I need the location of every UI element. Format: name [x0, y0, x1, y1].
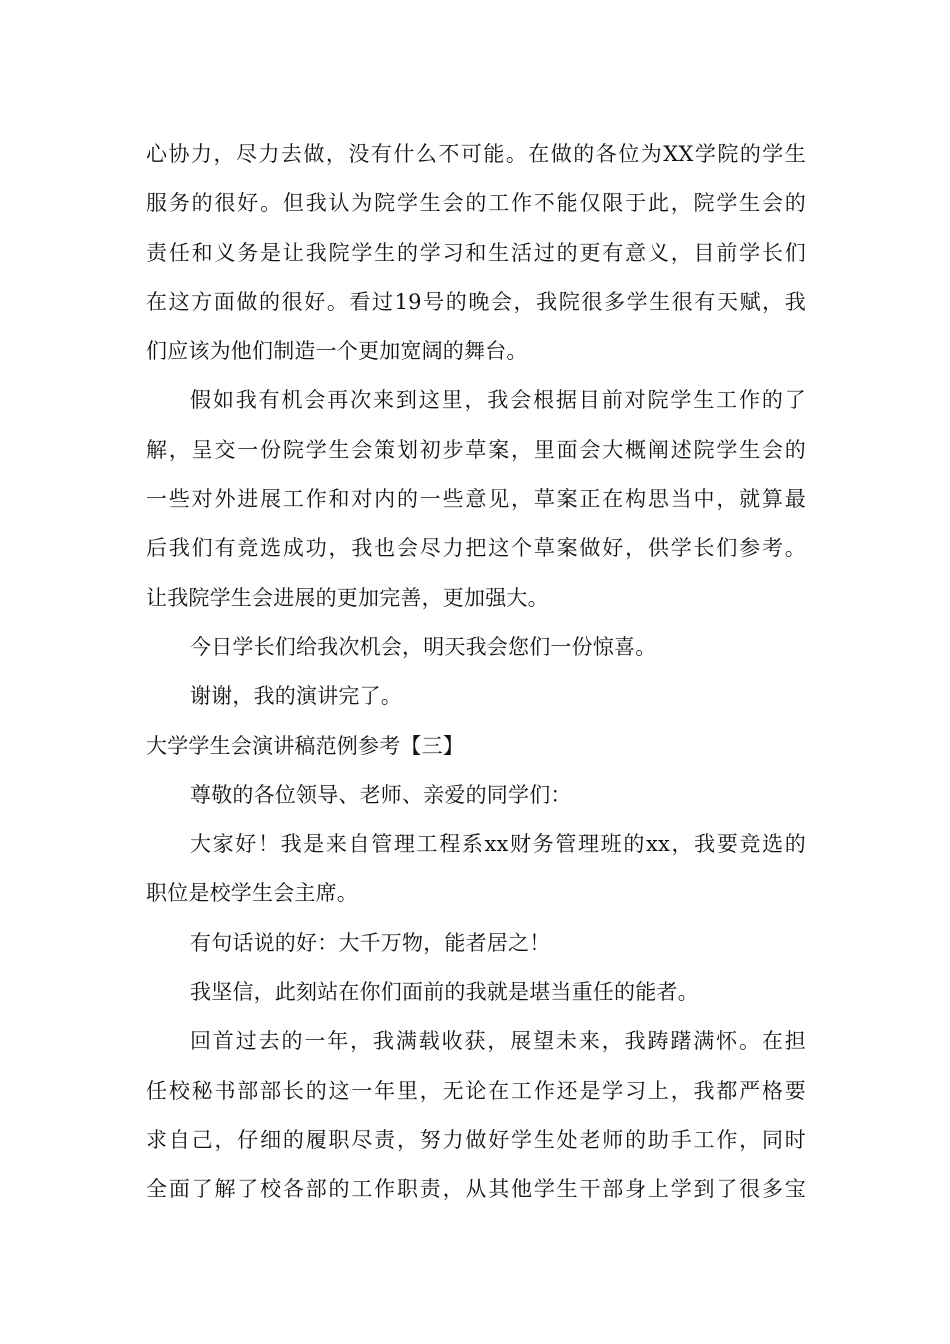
paragraph-first-line: 有句话说的好：大千万物，能者居之！: [190, 930, 551, 955]
text-line: 求自己，仔细的履职尽责，努力做好学生处老师的助手工作，同时: [146, 1127, 806, 1152]
text-line: 全面了解了校各部的工作职责，从其他学生干部身上学到了很多宝: [146, 1177, 806, 1202]
text-line: 职位是校学生会主席。: [146, 881, 358, 906]
text-line: 让我院学生会进展的更加完善，更加强大。: [146, 585, 549, 610]
text-line: 心协力，尽力去做，没有什么不可能。在做的各位为XX学院的学生: [146, 142, 806, 166]
text-line: 解，呈交一份院学生会策划初步草案，里面会大概阐述院学生会的: [146, 437, 806, 462]
text-line: 后我们有竞选成功，我也会尽力把这个草案做好，供学长们参考。: [146, 536, 806, 561]
text-line: 在这方面做的很好。看过19号的晚会，我院很多学生很有天赋，我: [146, 289, 806, 314]
text-line: 们应该为他们制造一个更加宽阔的舞台。: [146, 339, 528, 364]
text-line: 一些对外进展工作和对内的一些意见，草案正在构思当中，就算最: [146, 487, 806, 512]
document-body: [146, 130, 806, 1215]
paragraph-first-line: 大家好！我是来自管理工程系xx财务管理班的xx，我要竞选的: [190, 832, 806, 857]
paragraph-first-line: 今日学长们给我次机会，明天我会您们一份惊喜。: [190, 634, 657, 659]
text-line: 责任和义务是让我院学生的学习和生活过的更有意义，目前学长们: [146, 240, 806, 265]
paragraph-first-line: 回首过去的一年，我满载收获，展望未来，我踌躇满怀。在担: [190, 1029, 806, 1054]
salutation-line: 尊敬的各位领导、老师、亲爱的同学们：: [190, 782, 572, 807]
paragraph-first-line: 假如我有机会再次来到这里，我会根据目前对院学生工作的了: [190, 388, 806, 413]
text-line: 任校秘书部部长的这一年里，无论在工作还是学习上，我都严格要: [146, 1078, 806, 1103]
text-line: 服务的很好。但我认为院学生会的工作不能仅限于此，院学生会的: [146, 191, 806, 216]
paragraph-first-line: 我坚信，此刻站在你们面前的我就是堪当重任的能者。: [190, 980, 699, 1005]
section-heading: 大学学生会演讲稿范例参考【三】: [146, 733, 464, 758]
paragraph-first-line: 谢谢，我的演讲完了。: [190, 684, 402, 709]
